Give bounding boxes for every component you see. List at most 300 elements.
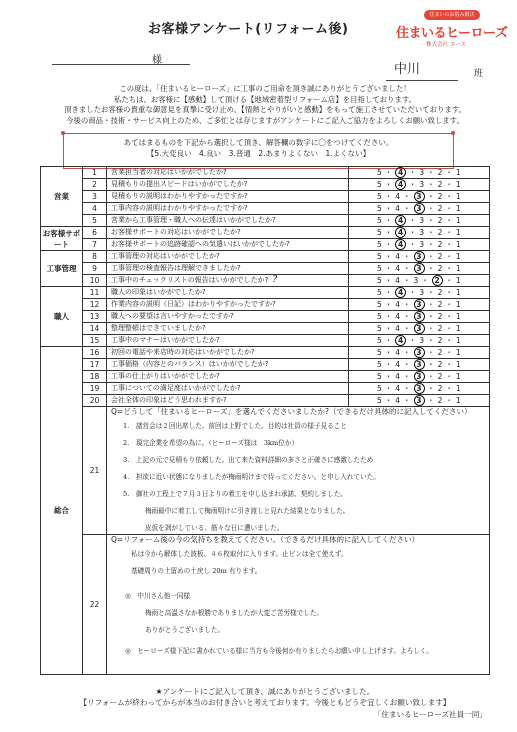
rating-scale	[349, 275, 490, 287]
question-label: 工事内容の説明はわかりやすかったですか?	[111, 204, 248, 212]
free-response-question: Q=リフォーム後の今の気持ちを教えてください。（できるだけ具体的に記入してください）	[111, 535, 420, 544]
rating-scale	[349, 311, 490, 323]
rating-option[interactable]: 1	[455, 348, 461, 357]
rating-option[interactable]: 5	[377, 348, 383, 357]
question-row	[41, 371, 490, 383]
rating-option[interactable]: 2	[437, 204, 443, 213]
rating-option[interactable]: 1	[455, 192, 461, 201]
question-number: 17	[83, 359, 107, 371]
free-response-cell[interactable]	[107, 407, 490, 535]
rating-option[interactable]: 1	[455, 264, 461, 273]
rating-option[interactable]: 2	[437, 168, 443, 177]
rating-option[interactable]: 5	[377, 312, 383, 321]
handwritten-answer: 私は今から解体した波板、４６枚取付に入ります。止ビンは全て使えず。	[131, 550, 348, 558]
scale-separator: ・	[442, 204, 456, 213]
scale-separator: ・	[382, 324, 396, 333]
question-label: 工事管理の対応はいかがでしたか?	[111, 252, 220, 260]
scale-separator: ・	[400, 264, 414, 273]
logo-sub-text: 株式会社 エース	[426, 42, 466, 48]
question-row	[41, 227, 490, 239]
question-row	[41, 167, 490, 179]
scale-separator: ・	[424, 192, 438, 201]
question-number: 14	[83, 323, 107, 335]
handwritten-answer: ありがとうございました。	[145, 626, 225, 634]
scale-separator: ・	[424, 252, 438, 261]
rating-option[interactable]: 1	[455, 180, 461, 189]
question-text	[107, 191, 349, 203]
scale-separator: ・	[382, 360, 396, 369]
rating-scale	[349, 167, 490, 179]
rating-option[interactable]: 5	[377, 216, 383, 225]
scale-separator: ・	[442, 312, 456, 321]
rating-scale	[349, 179, 490, 191]
question-number: 20	[83, 395, 107, 407]
scale-separator: ・	[382, 312, 396, 321]
scale-separator: ・	[424, 168, 438, 177]
rating-option[interactable]: 5	[377, 252, 383, 261]
intro-line: 今後の商品・技術・サービス向上のため、ご多忙とは存じますがアンケートにご記入ご協力をよろしくお願い致します。	[66, 115, 464, 125]
category-shokunin: 職人	[41, 287, 83, 347]
scale-separator: ・	[442, 168, 456, 177]
question-row	[41, 299, 490, 311]
rating-option-selected[interactable]: 3	[414, 383, 425, 394]
question-number: 22	[83, 535, 107, 675]
scale-separator: ・	[382, 336, 396, 345]
scale-separator: ・	[406, 168, 420, 177]
scale-separator: ・	[382, 192, 396, 201]
handwritten-answer: 4. 担欲に近い状態になりましたが梅雨明けまで待ってください。と申し入れていた。	[123, 473, 380, 481]
rating-option[interactable]: 4	[395, 300, 401, 309]
question-number: 11	[83, 287, 107, 299]
question-row	[41, 311, 490, 323]
question-number: 9	[83, 263, 107, 275]
rating-option-selected[interactable]: 4	[395, 215, 406, 226]
rating-scale	[349, 191, 490, 203]
rating-option[interactable]: 4	[395, 396, 401, 405]
scale-separator: ・	[442, 360, 456, 369]
question-text	[107, 395, 349, 407]
free-response-cell[interactable]	[107, 535, 490, 675]
rating-option[interactable]: 4	[395, 204, 401, 213]
question-number: 3	[83, 191, 107, 203]
rating-scale	[349, 371, 490, 383]
scale-separator: ・	[382, 216, 396, 225]
scale-separator: ・	[400, 384, 414, 393]
rating-option[interactable]: 5	[377, 384, 383, 393]
team-name-field	[386, 58, 458, 81]
scale-separator: ・	[424, 348, 438, 357]
scale-separator: ・	[424, 372, 438, 381]
rating-scale	[349, 239, 490, 251]
question-text	[107, 227, 349, 239]
instructions-line: あてはまるものを下記から選択して頂き、解答欄の数字に〇をつけてください。	[123, 138, 394, 147]
scale-separator: ・	[418, 276, 432, 285]
question-text	[107, 287, 349, 299]
rating-option[interactable]: 2	[437, 228, 443, 237]
question-label: 工事管理の検査報告は理解できましたか?	[111, 264, 241, 272]
rating-option[interactable]: 4	[395, 192, 401, 201]
rating-option[interactable]: 2	[437, 396, 443, 405]
rating-option[interactable]: 2	[437, 252, 443, 261]
rating-option[interactable]: 4	[395, 276, 401, 285]
scale-separator: ・	[424, 312, 438, 321]
rating-scale	[349, 395, 490, 407]
rating-option[interactable]: 4	[395, 348, 401, 357]
scale-separator: ・	[382, 396, 396, 405]
scale-separator: ・	[406, 180, 420, 189]
question-label: 工事中のマナーはいかがでしたか?	[111, 336, 220, 344]
rating-option[interactable]: 2	[437, 324, 443, 333]
scale-separator: ・	[406, 240, 420, 249]
question-number: 4	[83, 203, 107, 215]
question-label: 職人への要望は言いやすかったですか?	[111, 312, 234, 320]
rating-option-selected[interactable]: 3	[414, 347, 425, 358]
question-row	[41, 191, 490, 203]
rating-option[interactable]: 3	[419, 168, 425, 177]
scale-separator: ・	[442, 384, 456, 393]
rating-option[interactable]: 3	[419, 216, 425, 225]
rating-option[interactable]: 5	[377, 288, 383, 297]
rating-option[interactable]: 2	[437, 216, 443, 225]
footer-signature: 「住まいるヒーローズ社員一同」	[373, 710, 487, 719]
handwritten-answer: 5. 御社の工程上で７月３日よりの着工を申し込まれ承諾、契約しました。	[123, 490, 347, 498]
rating-scale	[349, 227, 490, 239]
scale-separator: ・	[442, 348, 456, 357]
scale-separator: ・	[382, 372, 396, 381]
category-koji: 工事管理	[41, 251, 83, 287]
question-number: 10	[83, 275, 107, 287]
rating-option[interactable]: 1	[455, 216, 461, 225]
rating-option[interactable]: 3	[419, 288, 425, 297]
rating-option-selected[interactable]: 4	[395, 239, 406, 250]
rating-option[interactable]: 1	[455, 396, 461, 405]
rating-option[interactable]: 1	[455, 372, 461, 381]
scale-separator: ・	[442, 240, 456, 249]
rating-option[interactable]: 1	[455, 252, 461, 261]
rating-option[interactable]: 4	[395, 264, 401, 273]
rating-scale	[349, 263, 490, 275]
question-row	[41, 335, 490, 347]
question-row	[41, 347, 490, 359]
handwritten-answer: 基礎周りの土留めの土戻し 20m 有ります。	[131, 567, 262, 575]
rating-option[interactable]: 1	[455, 300, 461, 309]
rating-option[interactable]: 5	[377, 204, 383, 213]
scale-separator: ・	[400, 192, 414, 201]
rating-option-selected[interactable]: 3	[414, 395, 425, 406]
rating-option[interactable]: 1	[455, 336, 461, 345]
question-label: 工事中のチェックリストの報告はいかがでしたか?	[111, 276, 269, 284]
question-label: 見積もりの提出スピードはいかがでしたか?	[111, 180, 248, 188]
rating-scale	[349, 287, 490, 299]
footer-message: 【リフォームが終わってからが本当のお付き合いと考えております。今後ともどうぞ宜しくお願い致します】	[79, 698, 451, 707]
handwritten-answer: 皮仮を剥がしている、筋々な日に遭いました。	[145, 524, 284, 532]
question-label: 営業から工事管理・職人への伝達はいかがでしたか?	[111, 216, 276, 224]
handwritten-answer: 梅雨最中に着工して梅雨明けに引き渡しと見れた結果となりました。	[145, 507, 350, 515]
rating-option[interactable]: 5	[377, 324, 383, 333]
question-number: 2	[83, 179, 107, 191]
scale-separator: ・	[424, 216, 438, 225]
scale-separator: ・	[400, 300, 414, 309]
rating-scale	[349, 347, 490, 359]
rating-option[interactable]: 5	[377, 336, 383, 345]
question-number: 1	[83, 167, 107, 179]
rating-option[interactable]: 1	[455, 288, 461, 297]
handwritten-question-mark: ?	[272, 275, 278, 285]
rating-option[interactable]: 2	[437, 384, 443, 393]
rating-option[interactable]: 4	[395, 324, 401, 333]
scale-separator: ・	[442, 300, 456, 309]
rating-option[interactable]: 1	[455, 204, 461, 213]
company-logo	[396, 10, 508, 54]
scale-separator: ・	[382, 300, 396, 309]
scale-separator: ・	[424, 384, 438, 393]
question-text	[107, 299, 349, 311]
question-label: お客様サポートの対応はいかがでしたか?	[111, 228, 241, 236]
survey-table	[40, 166, 490, 675]
scale-separator: ・	[442, 180, 456, 189]
rating-option[interactable]: 1	[455, 384, 461, 393]
rating-option-selected[interactable]: 4	[395, 227, 406, 238]
question-number: 8	[83, 251, 107, 263]
scale-separator: ・	[400, 348, 414, 357]
scale-separator: ・	[442, 192, 456, 201]
rating-option[interactable]: 2	[437, 372, 443, 381]
scale-separator: ・	[406, 336, 420, 345]
question-label: 工事価格（内容とのバランス）はいかがでしたか?	[111, 360, 269, 368]
rating-option[interactable]: 3	[419, 240, 425, 249]
footer-text	[40, 686, 490, 708]
question-number: 15	[83, 335, 107, 347]
question-row	[41, 263, 490, 275]
rating-option[interactable]: 4	[395, 372, 401, 381]
scale-separator: ・	[382, 348, 396, 357]
question-number: 18	[83, 371, 107, 383]
rating-option-selected[interactable]: 3	[414, 359, 425, 370]
rating-option[interactable]: 5	[377, 396, 383, 405]
rating-option[interactable]: 2	[437, 336, 443, 345]
intro-line: この度は、「住まいるヒーローズ」に工事のご用命を頂き誠にありがとうございました！	[119, 84, 411, 93]
rating-option-selected[interactable]: 3	[414, 299, 425, 310]
team-suffix: 班	[474, 69, 484, 79]
question-row	[41, 215, 490, 227]
question-text	[107, 347, 349, 359]
question-label: 作業内容の説明（日記）はわかりやすかったですか?	[111, 300, 276, 308]
question-text	[107, 335, 349, 347]
rating-option[interactable]: 3	[413, 276, 419, 285]
scale-separator: ・	[382, 264, 396, 273]
rating-option-selected[interactable]: 3	[414, 191, 425, 202]
customer-name-line	[52, 64, 190, 65]
rating-option[interactable]: 2	[437, 264, 443, 273]
question-text	[107, 239, 349, 251]
scale-separator: ・	[406, 228, 420, 237]
rating-option[interactable]: 5	[377, 240, 383, 249]
scale-separator: ・	[424, 228, 438, 237]
rating-option[interactable]: 1	[455, 312, 461, 321]
rating-option[interactable]: 2	[437, 288, 443, 297]
question-row	[41, 287, 490, 299]
scale-separator: ・	[406, 216, 420, 225]
rating-option[interactable]: 1	[455, 228, 461, 237]
rating-option-selected[interactable]: 4	[395, 179, 406, 190]
question-number: 16	[83, 347, 107, 359]
handwritten-answer: ◎ 中川さん他一同様	[125, 592, 191, 600]
scale-separator: ・	[442, 288, 456, 297]
scale-separator: ・	[382, 180, 396, 189]
rating-option[interactable]: 2	[437, 240, 443, 249]
rating-option[interactable]: 3	[419, 336, 425, 345]
rating-option-selected[interactable]: 3	[414, 311, 425, 322]
category-sogo: 総合	[41, 347, 83, 675]
scale-separator: ・	[400, 252, 414, 261]
rating-option-selected[interactable]: 3	[414, 251, 425, 262]
rating-option[interactable]: 1	[455, 240, 461, 249]
question-number: 13	[83, 311, 107, 323]
free-response-row	[41, 535, 490, 675]
question-label: 営業担当者の対応はいかがでしたか?	[111, 168, 227, 176]
scale-separator: ・	[400, 396, 414, 405]
handwritten-answer: 1. 諸営会は２回出席した。前回は上野でした。目的は社員の様子見ること	[123, 422, 347, 430]
rating-option[interactable]: 5	[377, 192, 383, 201]
rating-option[interactable]: 1	[455, 276, 461, 285]
handwritten-answer: 2. 現完企業を希望の為に。（ヒーローズ様は 3km位か）	[123, 439, 299, 447]
scale-separator: ・	[442, 216, 456, 225]
scale-separator: ・	[382, 240, 396, 249]
handwritten-answer: ◎ ヒーローズ様下記に書かれている様に当方も今後何か有りましたらお願い申し上げます。よろしく。	[125, 647, 433, 655]
rating-scale	[349, 383, 490, 395]
question-row	[41, 251, 490, 263]
question-text	[107, 167, 349, 179]
scale-separator: ・	[424, 180, 438, 189]
scale-separator: ・	[442, 336, 456, 345]
scale-separator: ・	[382, 168, 396, 177]
scale-separator: ・	[400, 204, 414, 213]
question-text	[107, 251, 349, 263]
rating-option[interactable]: 2	[437, 348, 443, 357]
question-label: 初回の電話や来店時の対応はいかがでしたか?	[111, 348, 255, 356]
question-row	[41, 203, 490, 215]
rating-option[interactable]: 2	[437, 180, 443, 189]
question-text	[107, 275, 349, 287]
scale-separator: ・	[400, 324, 414, 333]
page-title: お客様アンケート(リフォーム後)	[148, 22, 349, 37]
question-text	[107, 215, 349, 227]
scale-separator: ・	[400, 276, 414, 285]
handwritten-answer: 3. 上記の元で見積もり依頼した。出て来た資料詳細の多さと正確さに感激したため	[123, 456, 374, 464]
rating-option[interactable]: 5	[377, 180, 383, 189]
corner-dot	[451, 131, 455, 135]
scale-separator: ・	[424, 336, 438, 345]
scale-separator: ・	[382, 276, 396, 285]
intro-text	[40, 84, 490, 126]
honorific-label: 様	[152, 55, 162, 66]
rating-option[interactable]: 5	[377, 300, 383, 309]
scale-separator: ・	[400, 372, 414, 381]
rating-option-selected[interactable]: 2	[432, 275, 443, 286]
question-row	[41, 359, 490, 371]
question-text	[107, 203, 349, 215]
rating-option[interactable]: 1	[455, 168, 461, 177]
rating-option-selected[interactable]: 4	[395, 287, 406, 298]
scale-separator: ・	[442, 264, 456, 273]
scale-separator: ・	[382, 384, 396, 393]
rating-option[interactable]: 3	[419, 180, 425, 189]
instructions-scale: 【5.大変良い 4.良い 3.普通 2.あまりよくない 1.よくない】	[146, 149, 371, 158]
rating-option[interactable]: 4	[395, 312, 401, 321]
rating-scale	[349, 359, 490, 371]
question-label: 工事についての満足度はいかがでしたか?	[111, 384, 241, 392]
rating-option[interactable]: 2	[437, 312, 443, 321]
scale-separator: ・	[382, 252, 396, 261]
question-text	[107, 311, 349, 323]
scale-separator: ・	[424, 324, 438, 333]
rating-option[interactable]: 1	[455, 360, 461, 369]
rating-option[interactable]: 4	[395, 252, 401, 261]
question-text	[107, 383, 349, 395]
rating-option[interactable]: 5	[377, 360, 383, 369]
intro-line: 私たちは、お客様に【感動】して頂ける【地域密着型リフォーム店】を目指しております。	[113, 94, 417, 104]
rating-option[interactable]: 5	[377, 168, 383, 177]
question-label: 職人の印象はいかがでしたか?	[111, 288, 206, 296]
rating-option-selected[interactable]: 3	[414, 263, 425, 274]
question-number: 21	[83, 407, 107, 535]
rating-option[interactable]: 2	[437, 192, 443, 201]
scale-separator: ・	[424, 300, 438, 309]
corner-dot	[61, 131, 65, 135]
question-text	[107, 359, 349, 371]
scale-separator: ・	[442, 324, 456, 333]
rating-option[interactable]: 5	[377, 228, 383, 237]
rating-option[interactable]: 2	[437, 360, 443, 369]
question-label: お客様サポートの追跡確認への気遣いはいかがでしたか?	[111, 240, 290, 248]
scale-separator: ・	[442, 396, 456, 405]
intro-line: 頂きましたお客様の貴重な御意見を真摯に受け止め、【情熱とやりがいと感動】をもって施工させていただいております。	[64, 105, 466, 114]
rating-option[interactable]: 1	[455, 324, 461, 333]
rating-scale	[349, 335, 490, 347]
question-number: 12	[83, 299, 107, 311]
scale-separator: ・	[442, 372, 456, 381]
instructions-box	[63, 133, 454, 169]
scale-separator: ・	[382, 288, 396, 297]
rating-scale	[349, 215, 490, 227]
rating-scale	[349, 203, 490, 215]
scale-separator: ・	[442, 228, 456, 237]
question-number: 5	[83, 215, 107, 227]
rating-option-selected[interactable]: 3	[414, 323, 425, 334]
rating-option[interactable]: 3	[419, 228, 425, 237]
rating-option-selected[interactable]: 3	[414, 203, 425, 214]
question-text	[107, 371, 349, 383]
rating-option[interactable]: 5	[377, 264, 383, 273]
footer-thanks: ★アンケートにご記入して頂き、誠にありがとうございました。	[155, 687, 375, 696]
question-row	[41, 323, 490, 335]
rating-option-selected[interactable]: 3	[414, 371, 425, 382]
question-number: 6	[83, 227, 107, 239]
rating-option[interactable]: 5	[377, 276, 383, 285]
rating-option[interactable]: 5	[377, 372, 383, 381]
category-eigyo: 営業	[41, 167, 83, 227]
rating-option-selected[interactable]: 4	[395, 167, 406, 178]
rating-option-selected[interactable]: 4	[395, 335, 406, 346]
question-number: 19	[83, 383, 107, 395]
scale-separator: ・	[424, 360, 438, 369]
rating-option[interactable]: 4	[395, 360, 401, 369]
question-label: 会社全体の印象はどう思われますか?	[111, 396, 227, 404]
rating-option[interactable]: 2	[437, 300, 443, 309]
question-row	[41, 239, 490, 251]
rating-option[interactable]: 4	[395, 384, 401, 393]
question-label: 見積もりの説明はわかりやすかったですか?	[111, 192, 248, 200]
